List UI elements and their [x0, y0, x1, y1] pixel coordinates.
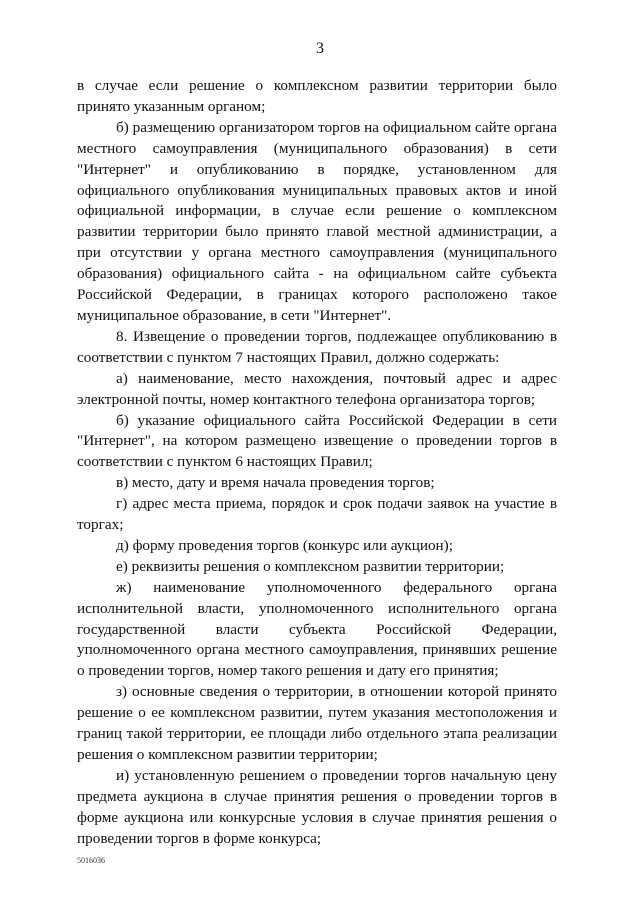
paragraph-clause-8: 8. Извещение о проведении торгов, подлежащее опубликованию в соответствии с пунктом 7 настоящих Правил, должно содержать:: [77, 327, 557, 366]
paragraph-item-zh: ж) наименование уполномоченного федерального органа исполнительной власти, уполномоченного исполнительного органа государственной власти субъекта Российской Федерации, уполномоченного органа местного самоуправления, принявших решение о проведении торгов, номер такого решения и дату его принятия;: [77, 578, 557, 680]
paragraph-item-a: а) наименование, место нахождения, почтовый адрес и адрес электронной почты, номер контактного телефона организатора торгов;: [77, 369, 557, 408]
paragraph-item-b-publication: б) размещению организатором торгов на официальном сайте органа местного самоуправления (муниципального образования) в сети "Интернет" и опубликованию в порядке, установленном для официального опубликования муниципальных правовых актов и иной официальной информации, в случае если решение о комплексном развитии территории было принято главой местной администрации, а при отсутствии у органа местного самоуправления (муниципального образования) официального сайта - на официальном сайте субъекта Российской Федерации, в границах которого расположено такое муниципальное образование, в сети "Интернет".: [77, 118, 557, 324]
page-number: 3: [316, 40, 324, 57]
paragraph-item-e: е) реквизиты решения о комплексном развитии территории;: [116, 557, 505, 575]
document-code: 5016036: [77, 856, 105, 865]
paragraph-item-i: и) установленную решением о проведении торгов начальную цену предмета аукциона в случае принятия решения о проведении торгов в форме аукциона или конкурсные условия в случае принятия решения о проведении торгов в форме конкурса;: [77, 766, 557, 847]
paragraph-item-g: г) адрес места приема, порядок и срок подачи заявок на участие в торгах;: [77, 495, 557, 534]
paragraph-continuation: в случае если решение о комплексном развитии территории было принято указанным органом;: [77, 77, 557, 115]
paragraph-item-d: д) форму проведения торгов (конкурс или аукцион);: [116, 536, 453, 554]
paragraph-item-z: з) основные сведения о территории, в отношении которой принято решение о ее комплексном развитии, путем указания местоположения и границ такой территории, ее площади либо отдельного этапа реализации решения о комплексном развитии территории;: [77, 683, 557, 763]
document-body: [77, 76, 557, 850]
paragraph-item-b: б) указание официального сайта Российской Федерации в сети "Интернет", на котором размещено извещение о проведении торгов в соответствии с пунктом 6 настоящих Правил;: [77, 411, 557, 471]
paragraph-item-v: в) место, дату и время начала проведения торгов;: [116, 474, 435, 492]
